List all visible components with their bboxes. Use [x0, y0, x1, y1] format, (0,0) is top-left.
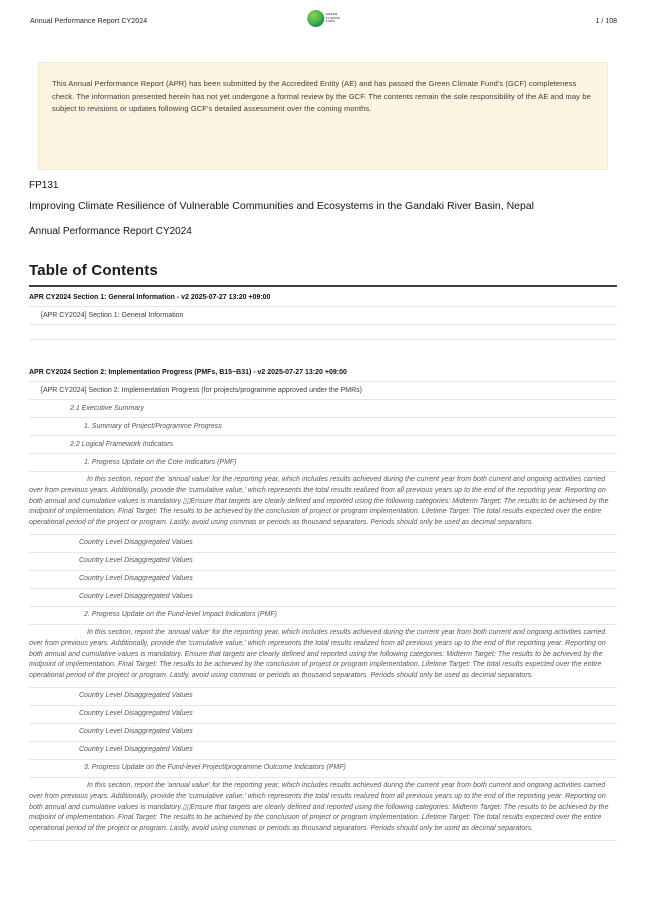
title-block — [29, 180, 617, 237]
toc-item-row[interactable]: Country Level Disaggregated Values — [29, 571, 617, 589]
toc-instruction-paragraph: In this section, report the 'annual value' for the reporting year, which includes results achieved during the current year from both current and ongoing activities carried over from previous years. Additionally, provide the 'cumulative value,' which represents the total results realized from all previous years up to the end of the reporting year. Reporting on both annual and cumulative values is mandatory.▯▯Ensure that targets are clearly defined and reported using the following categories: Midterm Target: The results to be achieved by the midpoint of implementation. Final Target: The results to be achieved by the conclusion of project or program implementation. Lifetime Target: The total results expected over the entire operational period of the project or program. Lastly, avoid using commas or periods as thousand separators. Periods should only be used as decimal separators. — [29, 778, 617, 841]
gcf-globe-icon — [307, 10, 324, 27]
gcf-logo-wordmark — [326, 13, 341, 23]
header-report-title: Annual Performance Report CY2024 — [30, 17, 148, 25]
toc-item-row[interactable]: 2.2 Logical Framework Indicators — [29, 436, 617, 454]
toc-item-row[interactable]: Country Level Disaggregated Values — [29, 553, 617, 571]
gcf-logo-line2: CLIMATE — [325, 15, 341, 20]
disclaimer-text: This Annual Performance Report (APR) has been submitted by the Accredited Entity (AE) and has passed the Green Climate Fund's (GCF) completeness check. The information presented herein has not yet undergone a formal review by the GCF. The contents remain the sole responsibility of the AE and may be subject to revisions or updates following GCF's detailed assessment over the coming months. — [52, 79, 591, 113]
project-title: Improving Climate Resilience of Vulnerable Communities and Ecosystems in the Gandaki River Basin, Nepal — [29, 200, 535, 212]
toc-rows — [29, 289, 617, 841]
toc-instruction-paragraph: In this section, report the 'annual value' for the reporting year, which includes results achieved during the current year from both current and ongoing activities carried over from previous years. Additionally, provide the 'cumulative value,' which represents the total results realized from all previous years up to the end of the reporting year. Reporting on both annual and cumulative values is mandatory.▯▯Ensure that targets are clearly defined and reported using the following categories: Midterm Target: The results to be achieved by the midpoint of implementation. Final Target: The results to be achieved by the conclusion of project or program implementation. Lifetime Target: The total results expected over the entire operational period of the project or program. Lastly, avoid using commas or periods as thousand separators. Periods should only be used as decimal separators. — [29, 472, 617, 535]
toc-item-row[interactable]: Country Level Disaggregated Values — [29, 706, 617, 724]
toc-blank-row — [29, 325, 617, 340]
table-of-contents — [29, 262, 617, 841]
toc-item-row[interactable]: Country Level Disaggregated Values — [29, 724, 617, 742]
toc-item-row[interactable]: Country Level Disaggregated Values — [29, 688, 617, 706]
toc-item-row[interactable]: [APR CY2024] Section 2: Implementation Progress (for projects/programme approved under the PMRs) — [29, 382, 617, 400]
project-id: FP131 — [29, 180, 59, 191]
toc-section-row[interactable]: APR CY2024 Section 1: General Information - v2 2025-07-27 13:20 +09:00 — [29, 289, 617, 307]
toc-section-row[interactable]: APR CY2024 Section 2: Implementation Progress (PMFs, B15~B31) - v2 2025-07-27 13:20 +09:00 — [29, 364, 617, 382]
page-header — [30, 10, 617, 32]
toc-item-row[interactable]: Country Level Disaggregated Values — [29, 589, 617, 607]
toc-item-row[interactable]: [APR CY2024] Section 1: General Information — [29, 307, 617, 325]
gcf-logo-line3: FUND — [325, 19, 335, 24]
report-title: Annual Performance Report CY2024 — [29, 226, 192, 237]
page-number-indicator: 1 / 108 — [595, 17, 617, 25]
toc-item-row[interactable]: 1. Summary of Project/Programme Progress — [29, 418, 617, 436]
toc-item-row[interactable]: 2.1 Executive Summary — [29, 400, 617, 418]
disclaimer-notice-box — [38, 62, 608, 170]
toc-item-row[interactable]: Country Level Disaggregated Values — [29, 742, 617, 760]
toc-instruction-paragraph: In this section, report the 'annual value' for the reporting year, which includes results achieved during the current year from both current and ongoing activities carried over from previous years. Additionally, provide the 'cumulative value,' which represents the total results realized from all previous years up to the end of the reporting year. Reporting on both annual and cumulative values is mandatory. Ensure that targets are clearly defined and reported using the following categories: Midterm Target: The results to be achieved by the midpoint of implementation. Final Target: The results to be achieved by the conclusion of project or program implementation. Lifetime Target: The total results expected over the entire operational period of the project or program. Lastly, avoid using commas or periods as thousand separators. Periods should only be used as decimal separators. — [29, 625, 617, 688]
gcf-logo-line1: GREEN — [325, 12, 338, 17]
toc-spacer-row — [29, 340, 617, 364]
toc-item-row[interactable]: Country Level Disaggregated Values — [29, 535, 617, 553]
green-climate-fund-logo — [307, 10, 341, 27]
toc-heading: Table of Contents — [29, 262, 617, 287]
toc-item-row[interactable]: 1. Progress Update on the Core Indicators (PMF) — [29, 454, 617, 472]
toc-item-row[interactable]: 2. Progress Update on the Fund-level Impact Indicators (PMF) — [29, 607, 617, 625]
toc-item-row[interactable]: 3. Progress Update on the Fund-level Project/programme Outcome Indicators (PMF) — [29, 760, 617, 778]
